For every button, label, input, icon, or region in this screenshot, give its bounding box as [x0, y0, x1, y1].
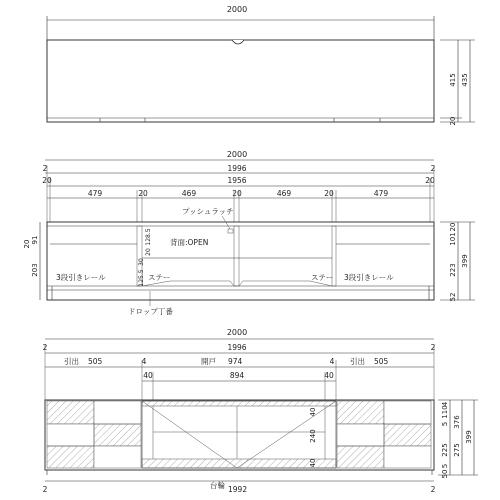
inner-h-4: 125.5: [138, 269, 145, 287]
section-1: 479: [87, 189, 103, 198]
top-edge: 20: [449, 116, 457, 126]
door-label: 開戸: [201, 357, 216, 366]
offset-right: 40: [324, 371, 334, 380]
stay-right-note: ステー: [311, 273, 334, 282]
front-board-left: 20: [42, 176, 52, 185]
drop-hinge-note: ドロップ丁番: [128, 307, 173, 316]
door-width: 974: [228, 357, 243, 366]
right-h-2: 101: [449, 232, 457, 246]
back-panel-note: 背面:OPEN: [170, 238, 209, 247]
drawer-width-right: 505: [374, 357, 389, 366]
front-board-right: 20: [425, 176, 435, 185]
left-h-3: 203: [31, 263, 39, 277]
top-depth-inner: 415: [449, 73, 457, 87]
inner-v-2: 240: [309, 429, 317, 443]
door-top-rail: [142, 401, 336, 406]
left-drawer-1b: [94, 401, 141, 424]
top-body: [47, 40, 434, 122]
right-drawer-1a: [337, 401, 384, 424]
stay-left-note: ステー: [148, 273, 171, 282]
right-rail-note: 3段引きレール: [344, 273, 394, 282]
section-3: 469: [181, 189, 197, 198]
inner-h-2: 20: [145, 248, 152, 256]
plinth-label: 台輪: [210, 481, 225, 490]
front-inner2: 1956: [227, 176, 247, 185]
front-gap-right: 2: [430, 164, 436, 173]
section-7: 479: [373, 189, 389, 198]
left-drawer-2a: [47, 424, 94, 446]
inner-v-3: 40: [309, 458, 317, 468]
left-drawer-3a: [47, 446, 94, 468]
drawer-label-left: 引出: [64, 357, 79, 366]
elev-right-h-5: 5: [441, 463, 449, 469]
left-h-1: 20: [23, 239, 31, 249]
front-gap-left: 2: [42, 164, 48, 173]
elev-overall: 2000: [226, 328, 248, 337]
section-4: 20: [232, 189, 242, 198]
top-width-label: 2000: [226, 5, 248, 14]
left-h-2: 91: [31, 235, 39, 245]
door-gap-right: 4: [329, 357, 335, 366]
front-body: [47, 222, 434, 300]
elev-right-h-4: 225: [441, 443, 449, 457]
elev-right-h-6: 50: [441, 469, 449, 479]
section-2: 20: [138, 189, 148, 198]
inner-v-1: 40: [309, 407, 317, 417]
center-door: [142, 401, 336, 468]
left-drawer-1a: [47, 401, 94, 424]
bottom-gap-right: 2: [430, 485, 436, 494]
plinth-width: 1992: [228, 485, 248, 494]
top-view: [47, 5, 475, 125]
right-h-1: 20: [449, 222, 457, 232]
elev-right-h-2: 110: [441, 405, 449, 419]
right-drawer-3b: [384, 446, 431, 468]
front-overall: 2000: [226, 150, 248, 159]
left-drawer-3b: [94, 446, 141, 468]
bottom-gap-left: 2: [42, 485, 48, 494]
right-drawer-2b: [384, 424, 431, 446]
elev-gap-right: 2: [430, 343, 436, 352]
section-5: 469: [276, 189, 292, 198]
front-inner: 1996: [227, 164, 247, 173]
inner-h-3: 30: [138, 258, 145, 266]
top-depth-outer: 435: [461, 73, 469, 87]
right-h-4: 52: [449, 292, 457, 302]
right-drawer-2a: [337, 424, 384, 446]
elev-right-sub-2: 275: [453, 443, 461, 457]
right-drawer-1b: [384, 401, 431, 424]
drawer-width-left: 505: [88, 357, 103, 366]
push-latch-note: プッシュラッチ: [182, 207, 234, 216]
inner-h-1: 128.5: [145, 228, 152, 246]
elev-right-sub-1: 376: [453, 415, 461, 429]
elev-inner: 1996: [227, 343, 247, 352]
left-rail-note: 3段引きレール: [56, 273, 106, 282]
left-drawer-2b: [94, 424, 141, 446]
offset-left: 40: [143, 371, 153, 380]
elev-right-total: 399: [465, 430, 473, 444]
front-right-total: 399: [461, 254, 469, 268]
elevation-view: [43, 328, 478, 494]
inner-door-width: 894: [229, 371, 245, 380]
right-drawer-3a: [337, 446, 384, 468]
door-gap-left: 4: [141, 357, 147, 366]
elev-right-h-3: 5: [441, 421, 449, 427]
front-view: [23, 150, 475, 316]
right-h-3: 223: [449, 263, 457, 277]
elev-right-h-1: 4: [441, 401, 449, 407]
drawer-label-right: 引出: [350, 357, 365, 366]
section-6: 20: [324, 189, 334, 198]
elev-gap-left: 2: [42, 343, 48, 352]
